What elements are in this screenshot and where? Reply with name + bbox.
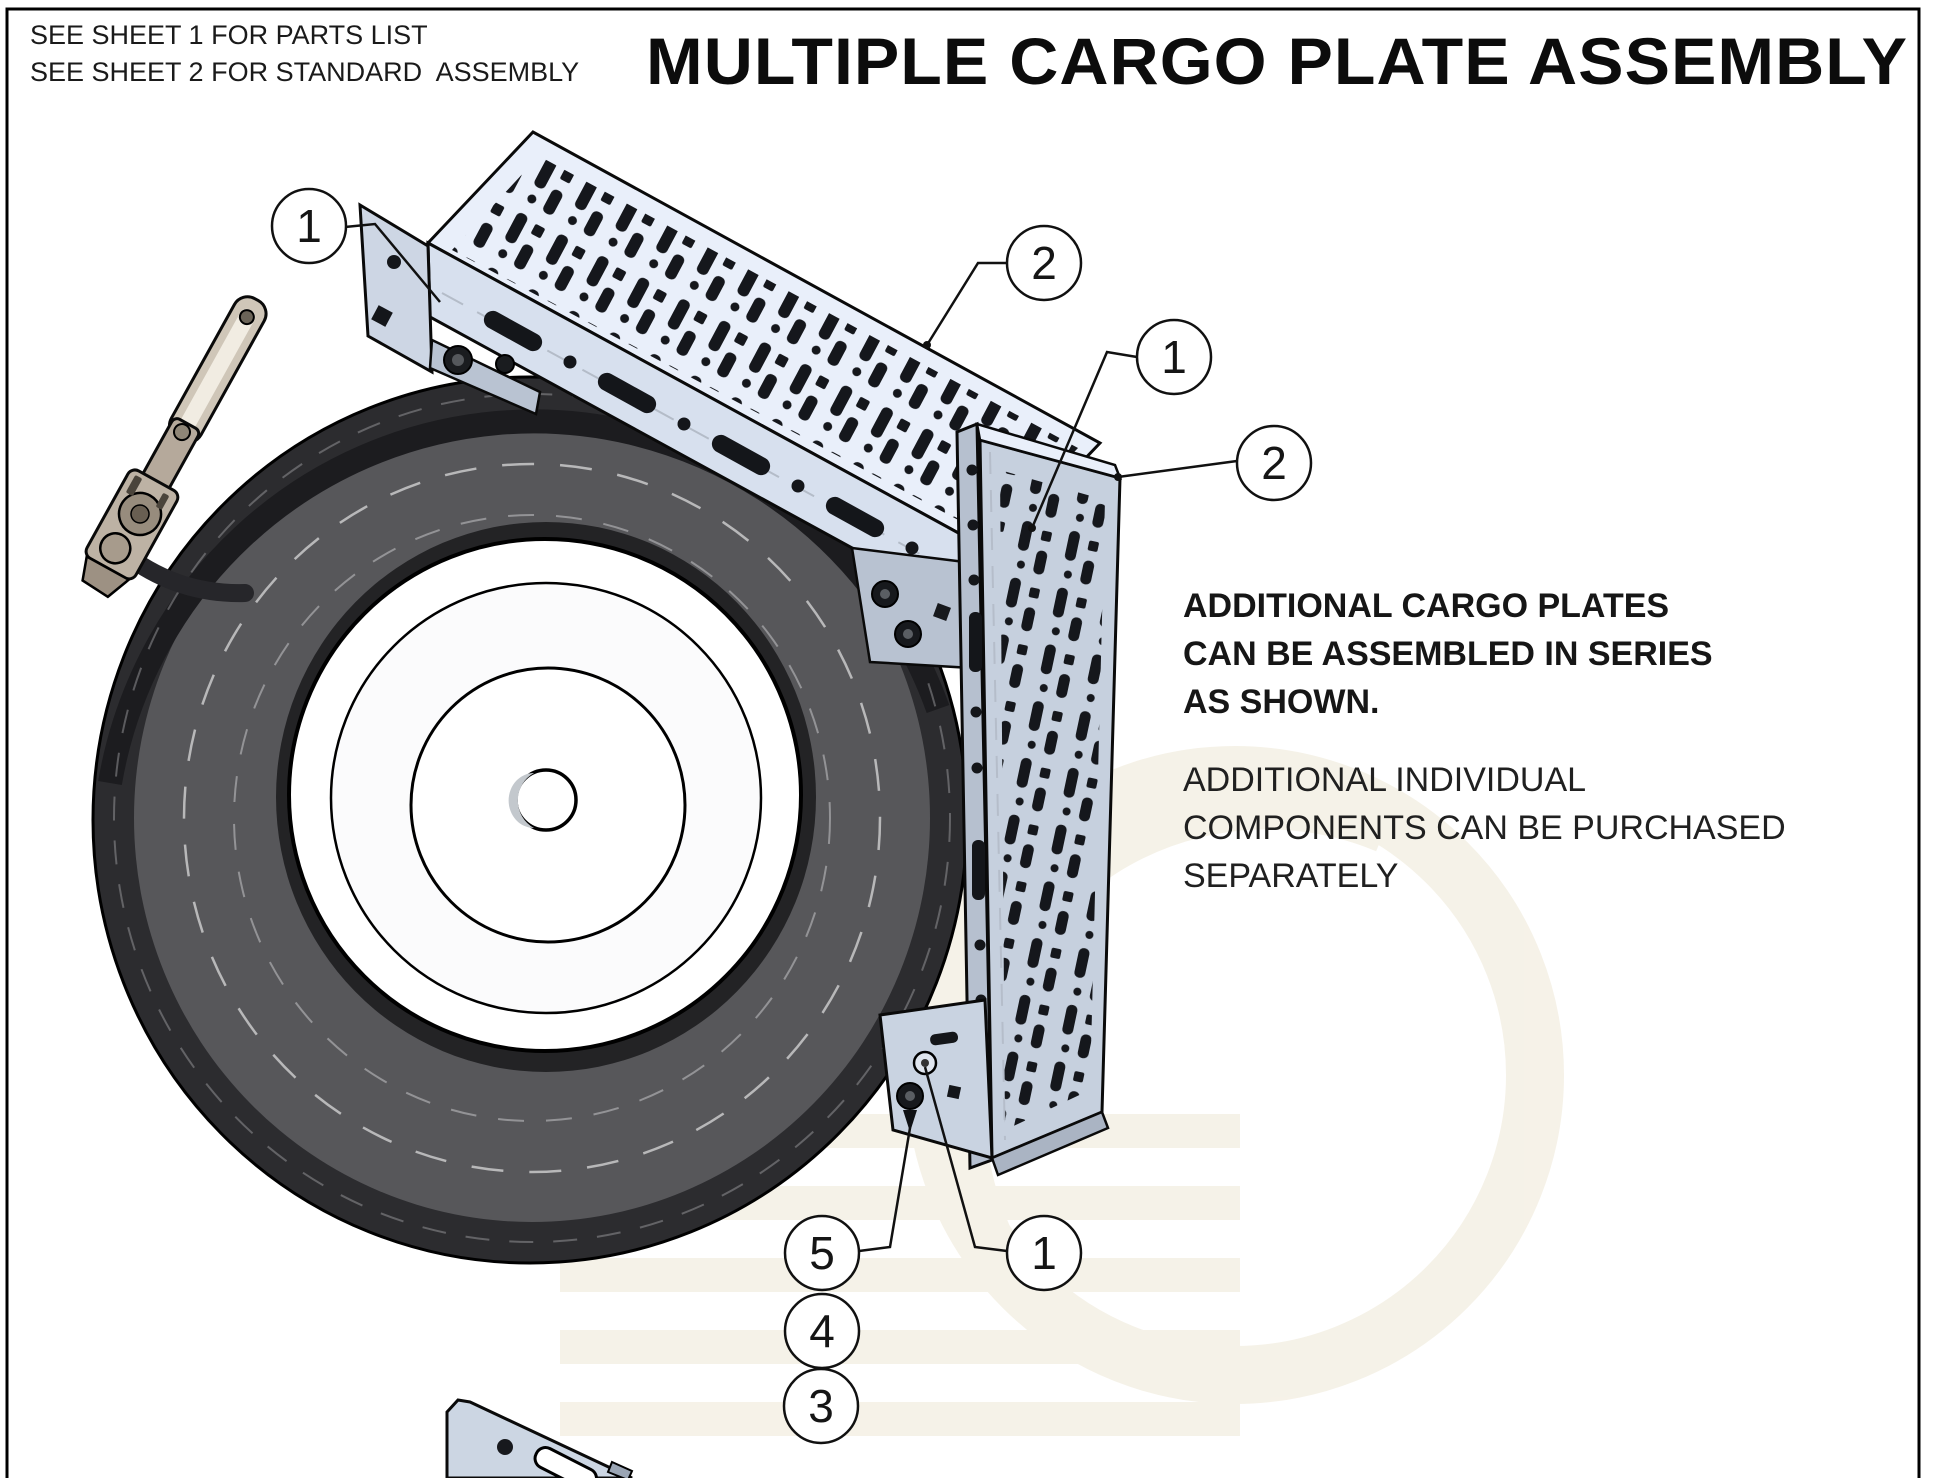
bracket-bolt-large-center: [452, 354, 464, 366]
bracket-middle-bolt-2-center: [903, 629, 913, 639]
fragment-hole: [497, 1439, 513, 1455]
balloon-label: 1: [296, 200, 322, 252]
balloon-label: 3: [808, 1380, 834, 1432]
callout-balloon-2b: [1237, 426, 1311, 500]
bracket-bottom-washer-center: [921, 1059, 929, 1067]
note-primary-line-2: CAN BE ASSEMBLED IN SERIES: [1183, 635, 1713, 673]
balloon-label: 1: [1161, 331, 1187, 383]
leader-dot-1b: [1028, 524, 1036, 532]
note-secondary-line-3: SEPARATELY: [1183, 857, 1399, 895]
callout-balloon-1c: [1007, 1216, 1081, 1290]
balloon-label: 2: [1261, 437, 1287, 489]
sheet-note-line-1: SEE SHEET 1 FOR PARTS LIST: [30, 20, 428, 50]
bracket-middle-plate: [852, 548, 972, 668]
balloon-label: 5: [809, 1227, 835, 1279]
balloon-label: 2: [1031, 237, 1057, 289]
note-primary-line-3: AS SHOWN.: [1183, 683, 1380, 721]
side-plate-perforations: [1000, 470, 1105, 1130]
callout-balloon-5: [785, 1216, 859, 1290]
sheet-note-line-2: SEE SHEET 2 FOR STANDARD ASSEMBLY: [30, 57, 580, 87]
callout-balloon-1a: [272, 189, 346, 263]
bracket-middle-bolt-1-center: [880, 589, 890, 599]
note-primary-line-1: ADDITIONAL CARGO PLATES: [1183, 587, 1670, 625]
bracket-hole: [387, 255, 401, 269]
bracket-bottom-bolt-center: [905, 1091, 915, 1101]
page-title: MULTIPLE CARGO PLATE ASSEMBLY: [646, 24, 1908, 98]
balloon-label: 1: [1031, 1227, 1057, 1279]
note-secondary-line-2: COMPONENTS CAN BE PURCHASED: [1183, 809, 1786, 847]
callout-balloon-2a: [1007, 226, 1081, 300]
leader-dot-2b: [1114, 473, 1122, 481]
callout-balloon-1b: [1137, 320, 1211, 394]
wheel-hub: [289, 539, 801, 1051]
balloon-label: 4: [809, 1305, 835, 1357]
callout-balloon-3: [784, 1369, 858, 1443]
bracket-bolt-small: [496, 355, 514, 373]
callout-balloon-4: [785, 1294, 859, 1368]
bracket-bottom-square: [947, 1085, 961, 1099]
note-secondary-line-1: ADDITIONAL INDIVIDUAL: [1183, 761, 1587, 799]
leader-dot-2a: [923, 341, 931, 349]
